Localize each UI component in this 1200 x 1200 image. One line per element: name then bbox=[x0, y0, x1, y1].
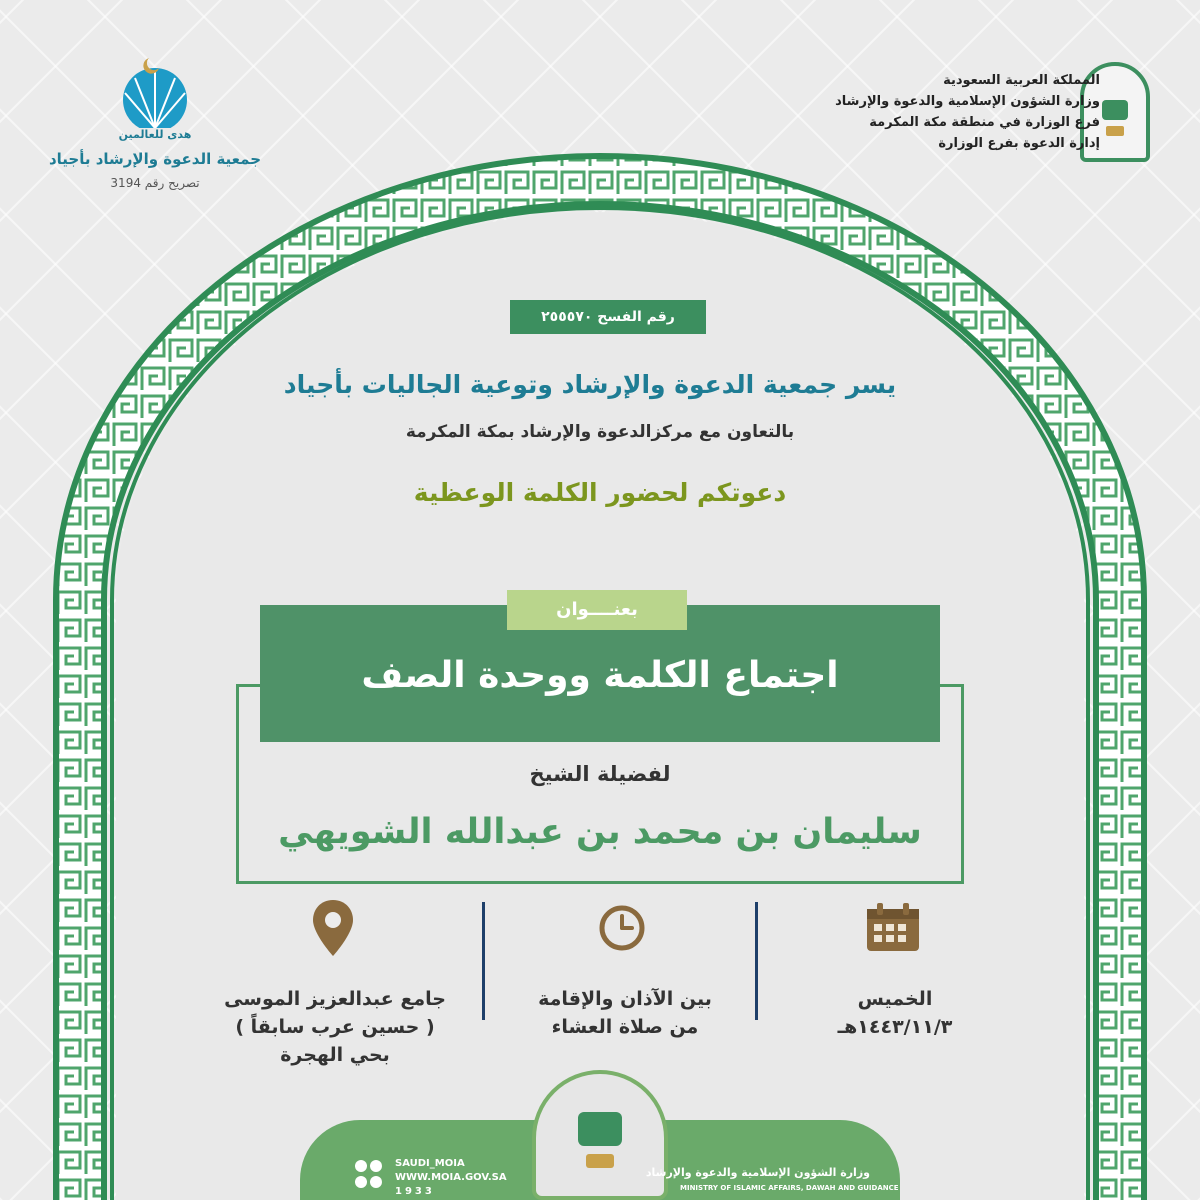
topic-label: بعنــــوان bbox=[507, 590, 687, 630]
header-line-2: وزارة الشؤون الإسلامية والدعوة والإرشاد bbox=[835, 94, 1100, 109]
place-line-2: ( حسين عرب سابقاً ) bbox=[235, 1016, 435, 1038]
speaker-label: لفضيلة الشيخ bbox=[529, 762, 671, 786]
twitter-icon bbox=[355, 1160, 367, 1172]
association-brand: هدى للعالمين bbox=[118, 128, 192, 141]
ministry-number: 1933 bbox=[395, 1186, 435, 1197]
association-name: جمعية الدعوة والإرشاد بأجياد bbox=[48, 150, 262, 168]
association-logo-icon bbox=[105, 48, 205, 128]
intro-line-2: بالتعاون مع مركزالدعوة والإرشاد بمكة المكرمة bbox=[405, 422, 795, 442]
clock-icon bbox=[597, 903, 647, 953]
intro-line-1: يسر جمعية الدعوة والإرشاد وتوعية الجاليات بأجياد bbox=[283, 370, 897, 399]
ministry-header bbox=[770, 70, 1100, 154]
intro-line-3: دعوتكم لحضور الكلمة الوعظية bbox=[413, 478, 787, 507]
header-line-1: المملكة العربية السعودية bbox=[943, 73, 1100, 88]
place-info bbox=[195, 985, 475, 1069]
time-info bbox=[510, 985, 740, 1041]
place-line-1: جامع عبدالعزيز الموسى bbox=[224, 988, 446, 1010]
info-divider bbox=[482, 902, 485, 1020]
speaker-name: سليمان بن محمد بن عبدالله الشويهي bbox=[278, 812, 922, 852]
header-line-4: إدارة الدعوة بفرع الوزارة bbox=[938, 136, 1100, 151]
location-pin-icon bbox=[310, 898, 356, 958]
footer-ministry-ar: وزارة الشؤون الإسلامية والدعوة والإرشاد bbox=[645, 1166, 870, 1179]
place-line-3: بحي الهجرة bbox=[280, 1044, 390, 1066]
permit-badge: رقم الفسح ٢٥٥٥٧٠ bbox=[510, 300, 706, 334]
footer-emblem-icon bbox=[532, 1070, 668, 1200]
date-info bbox=[790, 985, 1000, 1041]
time-line-1: بين الآذان والإقامة bbox=[538, 988, 712, 1010]
social-handle: SAUDI_MOIA bbox=[395, 1158, 465, 1169]
header-line-3: فرع الوزارة في منطقة مكة المكرمة bbox=[869, 115, 1100, 130]
info-divider bbox=[755, 902, 758, 1020]
website: WWW.MOIA.GOV.SA bbox=[395, 1172, 507, 1183]
facebook-icon bbox=[370, 1176, 382, 1188]
footer-ministry-en: MINISTRY OF ISLAMIC AFFAIRS, DAWAH AND GUIDANCE bbox=[680, 1184, 899, 1192]
social-icons bbox=[355, 1160, 385, 1194]
date-day: الخميس bbox=[857, 988, 933, 1010]
youtube-icon bbox=[355, 1176, 367, 1188]
topic-title: اجتماع الكلمة ووحدة الصف bbox=[361, 655, 839, 696]
time-line-2: من صلاة العشاء bbox=[551, 1016, 699, 1038]
instagram-icon bbox=[370, 1160, 382, 1172]
calendar-icon bbox=[865, 903, 921, 953]
association-license: تصريح رقم 3194 bbox=[110, 176, 200, 190]
date-hijri: ١٤٤٣/١١/٣هـ bbox=[837, 1016, 953, 1038]
